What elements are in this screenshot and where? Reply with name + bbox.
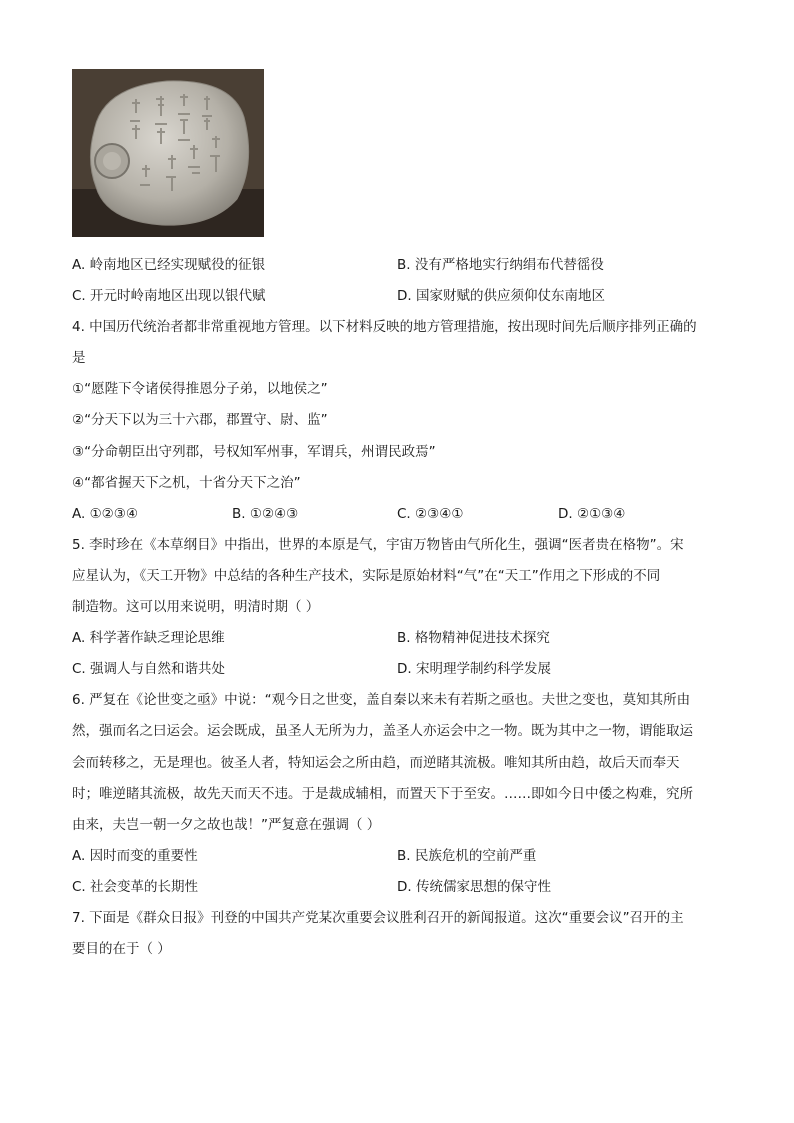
- q7-stem-line-1: 7. 下面是《群众日报》刊登的中国共产党某次重要会议胜利召开的新闻报道。这次“重要会议”召开的主: [72, 910, 684, 926]
- q4-item-1: ①“愿陛下令诸侯得推恩分子弟，以地侯之”: [72, 381, 328, 397]
- q6-stem-line-5: 由来，夫岂一朝一夕之故也哉！”严复意在强调（ ）: [72, 817, 381, 833]
- q4-stem-line-2: 是: [72, 350, 86, 366]
- q6-stem-line-1: 6. 严复在《论世变之亟》中说：“观今日之世变，盖自秦以来未有若斯之亟也。夫世之变也，莫知其所由: [72, 692, 691, 708]
- q4-item-3: ③“分命朝臣出守列郡，号权知军州事，军谓兵，州谓民政焉”: [72, 444, 436, 460]
- q6-option-c: C. 社会变革的长期性: [72, 879, 199, 895]
- q3-option-d: D. 国家财赋的供应须仰仗东南地区: [397, 288, 605, 304]
- q6-stem-line-2: 然，强而名之曰运会。运会既成，虽圣人无所为力，盖圣人亦运会中之一物。既为其中之一物，谓能取运: [72, 723, 693, 739]
- q5-stem-line-1: 5. 李时珍在《本草纲目》中指出，世界的本原是气，宇宙万物皆由气所化生，强调“医者贵在格物”。宋: [72, 537, 684, 553]
- q5-stem-line-2: 应星认为，《天工开物》中总结的各种生产技术，实际是原始材料“气”在“天工”作用之下形成的不同: [72, 568, 661, 584]
- q3-option-a: A. 岭南地区已经实现赋役的征银: [72, 257, 266, 273]
- silver-ingot-image: [72, 69, 264, 237]
- q4-item-4: ④“都省握天下之机，十省分天下之治”: [72, 475, 301, 491]
- q5-stem-line-3: 制造物。这可以用来说明，明清时期（ ）: [72, 599, 320, 615]
- q6-stem-line-4: 时；唯逆睹其流极，故先天而天不违。于是裁成辅相，而置天下于至安。……即如今日中倭之构难，究所: [72, 786, 693, 802]
- q3-option-c: C. 开元时岭南地区出现以银代赋: [72, 288, 266, 304]
- q6-option-b: B. 民族危机的空前严重: [397, 848, 537, 864]
- q5-option-c: C. 强调人与自然和谐共处: [72, 661, 226, 677]
- q4-stem-line-1: 4. 中国历代统治者都非常重视地方管理。以下材料反映的地方管理措施，按出现时间先后顺序排列正确的: [72, 319, 697, 335]
- q6-option-a: A. 因时而变的重要性: [72, 848, 198, 864]
- q7-stem-line-2: 要目的在于（ ）: [72, 941, 171, 957]
- q4-option-c: C. ②③④①: [397, 506, 464, 522]
- q3-option-b: B. 没有严格地实行纳绢布代替徭役: [397, 257, 604, 273]
- q4-option-d: D. ②①③④: [558, 506, 626, 522]
- q5-option-a: A. 科学著作缺乏理论思维: [72, 630, 225, 646]
- q6-option-d: D. 传统儒家思想的保守性: [397, 879, 551, 895]
- q6-stem-line-3: 会而转移之，无是理也。彼圣人者，特知运会之所由趋，而逆睹其流极。唯知其所由趋，故后天而奉天: [72, 755, 680, 771]
- q4-item-2: ②“分天下以为三十六郡，郡置守、尉、监”: [72, 412, 328, 428]
- q4-option-b: B. ①②④③: [232, 506, 299, 522]
- q5-option-b: B. 格物精神促进技术探究: [397, 630, 550, 646]
- q5-option-d: D. 宋明理学制约科学发展: [397, 661, 551, 677]
- silver-ingot-photo: [72, 69, 264, 237]
- q4-option-a: A. ①②③④: [72, 506, 138, 522]
